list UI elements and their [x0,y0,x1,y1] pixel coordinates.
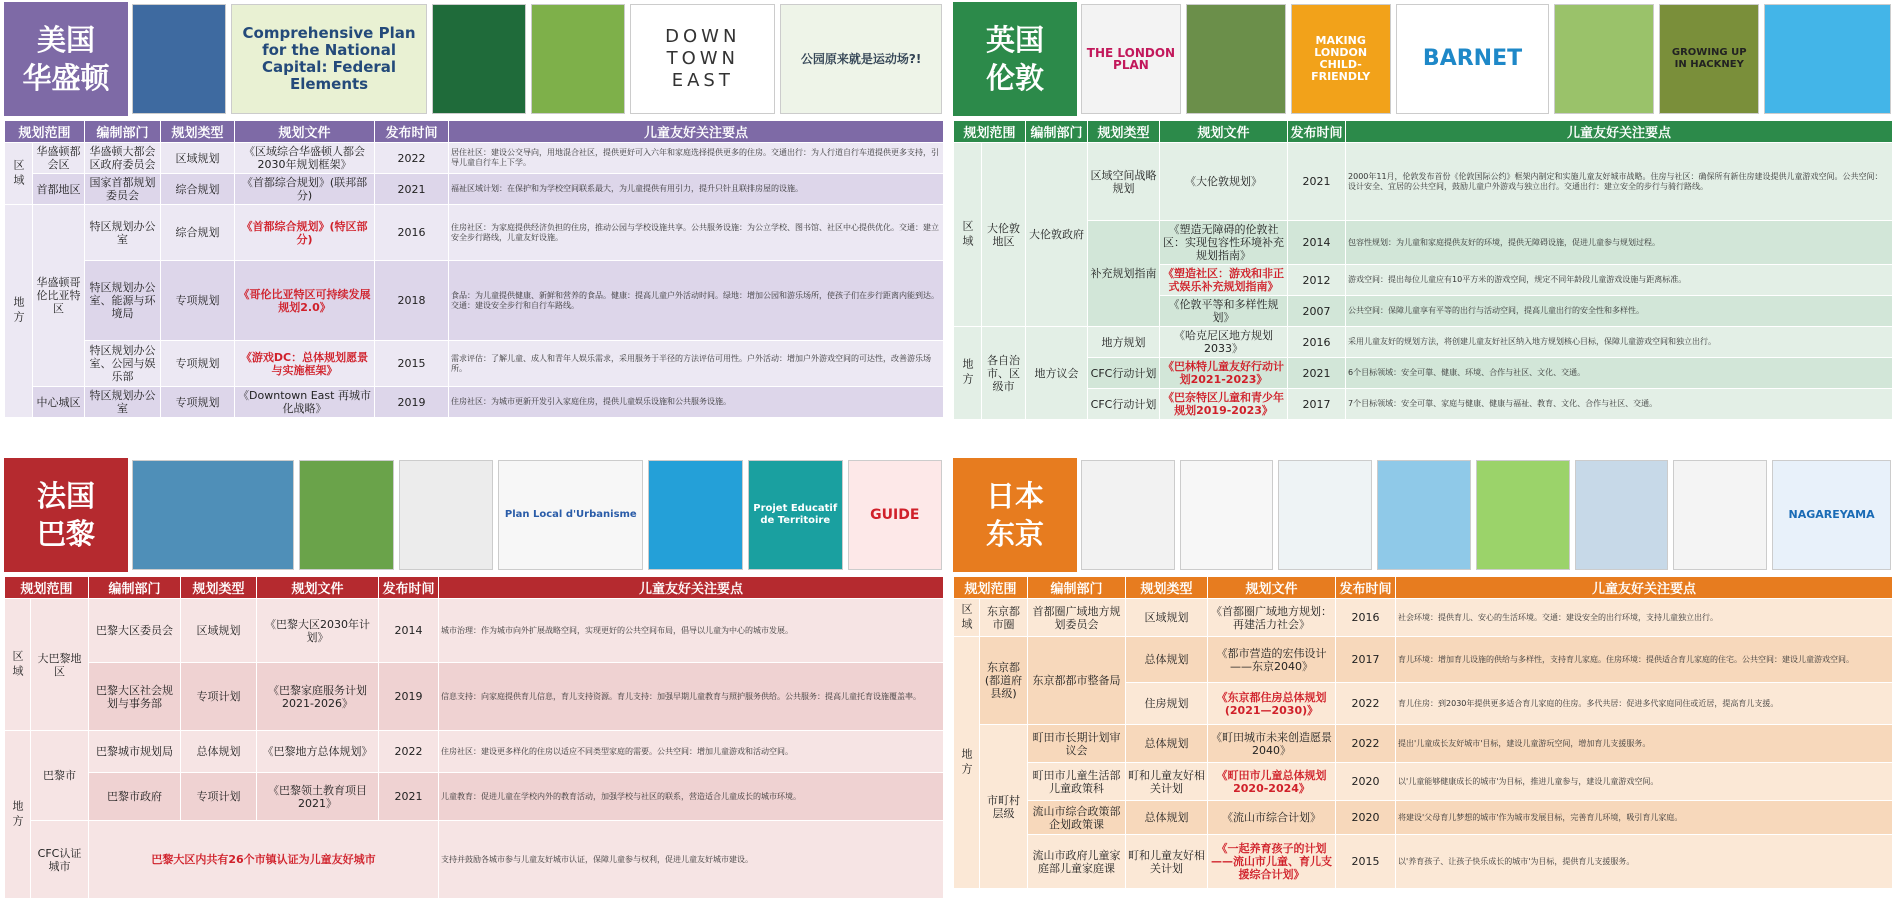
column-header: 规划文件 [1160,121,1288,143]
table-row [954,763,1893,801]
type-cell: 区域规划 [1126,599,1208,637]
type-cell: 综合规划 [161,205,235,261]
type-cell: 总体规划 [1126,637,1208,683]
dept-cell: 国家首都规划委员会 [85,174,161,205]
year-cell: 2020 [1336,801,1396,835]
doc-cell: 《巴林特儿童友好行动计划2021-2023》 [1160,358,1288,389]
focus-cell: 儿童教育：促进儿童在学校内外的教育活动，加强学校与社区的联系，营造适合儿童成长的城市环境。 [439,773,944,821]
focus-cell: 以'养育孩子、让孩子快乐成长的城市'为目标，提供育儿支援服务。 [1396,835,1893,889]
cover-strip [132,4,942,114]
type-cell: 地方规划 [1088,327,1160,358]
cover-image: MAKING LONDON CHILD-FRIENDLY [1291,4,1391,114]
year-cell: 2014 [1288,221,1346,265]
table-row [954,725,1893,763]
type-cell: 专项计划 [181,773,257,821]
year-cell: 2022 [379,731,439,773]
doc-cell: 《伦敦平等和多样性规划》 [1160,296,1288,327]
cover-image: Comprehensive Plan for the National Capital: Federal Elements [231,4,426,114]
type-cell: 专项规划 [161,341,235,387]
scope-level: 区域 [5,143,33,205]
country-label [953,458,1077,572]
plan-table-usa [4,120,944,418]
table-row [954,801,1893,835]
cover-image [132,4,226,114]
doc-cell: 《都市营造的宏伟设计——东京2040》 [1208,637,1336,683]
plan-table-uk [953,120,1893,420]
column-header: 发布时间 [1288,121,1346,143]
type-cell: 总体规划 [181,731,257,773]
table-row [954,637,1893,683]
focus-cell: 需求评估：了解儿童、成人和青年人娱乐需求，采用服务于半径的方法评估可用性。户外活动：增加户外游戏空间的可达性，改善游乐场所。 [449,341,944,387]
focus-cell: 住房社区：为家庭提供经济负担的住房，推动公园与学校设施共享。公共服务设施：为公立学校、图书馆、社区中心提供优化。交通：建立安全步行路线，儿童友好设施。 [449,205,944,261]
scope-cell: CFC认证城市 [31,821,89,899]
dept-cell: 巴黎城市规划局 [89,731,181,773]
doc-cell: 《巴黎领土教育项目2021》 [257,773,379,821]
focus-cell: 住房社区：建设更多样化的住房以适应不同类型家庭的需要。公共空间：增加儿童游戏和活动空间。 [439,731,944,773]
focus-cell: 6个目标领域：安全可靠、健康、环境、合作与社区、文化、交通。 [1346,358,1893,389]
focus-cell: 2000年11月，伦敦发布首份《伦敦国际公约》框架内制定和实施儿童友好城市战略。住房与社区：确保所有新住房建设提供儿童游戏空间。公共空间：设计安全、宜居的公共空间，鼓励儿童户外游戏与独立出行。交通出行：建立安全的步行与骑行路线。 [1346,143,1893,221]
dept-cell: 首都圈广域地方规划委员会 [1028,599,1126,637]
cover-image [1180,460,1274,570]
scope-level: 地方 [5,731,31,899]
cover-image: 公园原来就是运动场?! [780,4,942,114]
type-cell: 总体规划 [1126,725,1208,763]
table-row [5,341,944,387]
year-cell: 2019 [379,663,439,731]
dept-cell: 町田市儿童生活部儿童政策科 [1028,763,1126,801]
focus-cell: 育儿环境：增加育儿设施的供给与多样性，支持育儿家庭。住房环境：提供适合育儿家庭的住宅。公共空间：建设儿童游戏空间。 [1396,637,1893,683]
dept-cell: 特区规划办公室 [85,205,161,261]
doc-cell: 《哈克尼区地方规划2033》 [1160,327,1288,358]
table-row [5,143,944,174]
column-header: 规划类型 [161,121,235,143]
country-label [953,2,1077,116]
year-cell: 2015 [1336,835,1396,889]
column-header: 编制部门 [89,577,181,599]
cover-image: THE LONDON PLAN [1081,4,1181,114]
cover-image: NAGAREYAMA [1772,460,1891,570]
dept-cell: 流山市政府儿童家庭部儿童家庭课 [1028,835,1126,889]
year-cell: 2012 [1288,265,1346,296]
focus-cell: 7个目标领域：安全可靠、家庭与健康、健康与福祉、教育、文化、合作与社区、交通。 [1346,389,1893,420]
scope-cell: 各自治市、区级市 [982,327,1026,420]
doc-cell: 《游戏DC：总体规划愿景与实施框架》 [235,341,375,387]
type-cell: 区域规划 [181,599,257,663]
scope-level: 区域 [954,143,982,327]
dept-cell: 特区规划办公室、能源与环境局 [85,261,161,341]
scope-level: 地方 [954,327,982,420]
cover-strip [1081,4,1891,114]
table-row [5,174,944,205]
year-cell: 2021 [1288,358,1346,389]
column-header: 规划文件 [235,121,375,143]
cover-image: GUIDE [848,460,943,570]
table-row [954,327,1893,358]
cfc-note: 巴黎大区内共有26个市镇认证为儿童友好城市 [89,821,439,899]
doc-cell: 《首都综合规划》(联邦部分) [235,174,375,205]
table-row [5,821,944,899]
doc-cell: 《大伦敦规划》 [1160,143,1288,221]
column-header: 发布时间 [1336,577,1396,599]
header-jp [953,458,1893,572]
type-cell: 区域规划 [161,143,235,174]
scope-cell: 东京都(都道府县级) [980,637,1028,725]
table-row [954,835,1893,889]
scope-level: 地方 [5,205,33,418]
dept-cell: 大伦敦政府 [1026,143,1088,327]
column-header: 规划范围 [954,121,1026,143]
column-header: 儿童友好关注要点 [1396,577,1893,599]
column-header: 规划范围 [5,121,85,143]
doc-cell: 《塑造社区：游戏和非正式娱乐补充规划指南》 [1160,265,1288,296]
scope-level: 地方 [954,637,980,889]
column-header: 规划范围 [954,577,1028,599]
focus-cell: 信息支持：向家庭提供育儿信息，育儿支持资源。育儿支持：加强早期儿童教育与照护服务供给。公共服务：提高儿童托育设施覆盖率。 [439,663,944,731]
scope-cell: 市町村层级 [980,725,1028,889]
doc-cell: 《首都综合规划》(特区部分) [235,205,375,261]
cover-image: Projet Educatif de Territoire [748,460,843,570]
type-cell: 总体规划 [1126,801,1208,835]
focus-cell: 社会环境：提供育儿、安心的生活环境。交通：建设安全的出行环境，支持儿童独立出行。 [1396,599,1893,637]
focus-cell: 育儿住房：到2030年提供更多适合育儿家庭的住房。多代共居：促进多代家庭同住或近居，提高育儿支援。 [1396,683,1893,725]
table-row [5,205,944,261]
dept-cell: 巴黎市政府 [89,773,181,821]
table-row [5,731,944,773]
country-name: 美国 华盛顿 [22,23,110,95]
type-cell: 补充规划指南 [1088,221,1160,327]
cover-image [399,460,494,570]
type-cell: 町和儿童友好相关计划 [1126,763,1208,801]
cover-image [1673,460,1767,570]
dept-cell: 巴黎大区委员会 [89,599,181,663]
table-row [954,389,1893,420]
scope-cell: 华盛顿都会区 [33,143,85,174]
scope-level: 区域 [5,599,31,731]
quadrant-france-paris [4,458,944,903]
focus-cell: 将建设'父母育儿梦想的城市'作为城市发展目标，完善育儿环境，吸引育儿家庭。 [1396,801,1893,835]
country-name: 法国 巴黎 [36,479,95,551]
cover-strip [1081,460,1891,570]
scope-cell: 大巴黎地区 [31,599,89,731]
doc-cell: 《东京都住房总体规划(2021—2030)》 [1208,683,1336,725]
column-header: 发布时间 [379,577,439,599]
doc-cell: 《一起养育孩子的计划——流山市儿童、育儿支援综合计划》 [1208,835,1336,889]
cover-image [1764,4,1891,114]
column-header: 规划文件 [1208,577,1336,599]
column-header: 儿童友好关注要点 [449,121,944,143]
table-row [5,387,944,418]
year-cell: 2014 [379,599,439,663]
year-cell: 2017 [1288,389,1346,420]
scope-cell: 东京都市圈 [980,599,1028,637]
cover-image [648,460,743,570]
year-cell: 2016 [1336,599,1396,637]
cover-image [432,4,526,114]
year-cell: 2022 [1336,725,1396,763]
doc-cell: 《流山市综合计划》 [1208,801,1336,835]
doc-cell: 《首都圈广域地方规划：再建活力社会》 [1208,599,1336,637]
doc-cell: 《巴黎大区2030年计划》 [257,599,379,663]
doc-cell: 《塑造无障碍的伦敦社区：实现包容性环境补充规划指南》 [1160,221,1288,265]
doc-cell: 《巴黎家庭服务计划2021-2026》 [257,663,379,731]
cover-image: GROWING UP IN HACKNEY [1659,4,1759,114]
cover-image [531,4,625,114]
focus-cell: 包容性规划：为儿童和家庭提供友好的环境，提供无障碍设施，促进儿童参与规划过程。 [1346,221,1893,265]
doc-cell: 《巴奈特区儿童和青少年规划2019-2023》 [1160,389,1288,420]
country-name: 英国 伦敦 [985,23,1044,95]
focus-cell: 支持并鼓励各城市参与儿童友好城市认证，保障儿童参与权利，促进儿童友好城市建设。 [439,821,944,899]
type-cell: 町和儿童友好相关计划 [1126,835,1208,889]
dept-cell: 华盛顿大都会区政府委员会 [85,143,161,174]
dept-cell: 特区规划办公室 [85,387,161,418]
column-header: 编制部门 [1026,121,1088,143]
focus-cell: 食品：为儿童提供健康、新鲜和营养的食品。健康：提高儿童户外活动时间。绿地：增加公园和游乐场所，使孩子们在步行距离内能到达。交通：建设安全步行和自行车路线。 [449,261,944,341]
plan-table-jp [953,576,1893,889]
doc-cell: 《哥伦比亚特区可持续发展规划2.0》 [235,261,375,341]
cover-image [1377,460,1471,570]
table-row [954,143,1893,221]
country-label [4,2,128,116]
focus-cell: 提出'儿童成长友好城市'目标，建设儿童游玩空间，增加育儿支援服务。 [1396,725,1893,763]
year-cell: 2022 [1336,683,1396,725]
country-label [4,458,128,572]
type-cell: 综合规划 [161,174,235,205]
plan-table-fr [4,576,944,899]
focus-cell: 游戏空间：提出每位儿童应有10平方米的游戏空间，规定不同年龄段儿童游戏设施与距离标准。 [1346,265,1893,296]
doc-cell: 《町田城市未来创造愿景2040》 [1208,725,1336,763]
year-cell: 2016 [1288,327,1346,358]
focus-cell: 以'儿童能够健康成长的城市'为目标，推进儿童参与，建设儿童游戏空间。 [1396,763,1893,801]
year-cell: 2022 [375,143,449,174]
column-header: 编制部门 [85,121,161,143]
table-row [5,663,944,731]
focus-cell: 福祉区域计划：在保护和为学校空间联系最大，为儿童提供有用引力，提升只针且联排房屋的设施。 [449,174,944,205]
table-row [954,221,1893,265]
scope-level: 区域 [954,599,980,637]
type-cell: 区域空间战略规划 [1088,143,1160,221]
column-header: 编制部门 [1028,577,1126,599]
cover-image [1278,460,1372,570]
doc-cell: 《区域综合华盛顿人都会2030年规划框架》 [235,143,375,174]
cover-image [1554,4,1654,114]
scope-cell: 巴黎市 [31,731,89,821]
column-header: 发布时间 [375,121,449,143]
doc-cell: 《町田市儿童总体规划2020-2024》 [1208,763,1336,801]
dept-cell: 巴黎大区社会规划与事务部 [89,663,181,731]
cover-image [132,460,294,570]
cover-image [1081,460,1175,570]
scope-cell: 华盛顿哥伦比亚特区 [33,205,85,387]
column-header: 儿童友好关注要点 [439,577,944,599]
year-cell: 2020 [1336,763,1396,801]
country-name: 日本 东京 [985,479,1044,551]
column-header: 规划类型 [181,577,257,599]
focus-cell: 城市治理：作为城市向外扩展战略空间，实现更好的公共空间布局，倡导以儿童为中心的城市发展。 [439,599,944,663]
table-row [954,358,1893,389]
focus-cell: 公共空间：保障儿童享有平等的出行与活动空间，提高儿童出行的安全性和多样性。 [1346,296,1893,327]
type-cell: CFC行动计划 [1088,358,1160,389]
dept-cell: 地方议会 [1026,327,1088,420]
scope-cell: 中心城区 [33,387,85,418]
scope-cell: 大伦敦地区 [982,143,1026,327]
cover-image [1476,460,1570,570]
header-fr [4,458,944,572]
focus-cell: 居住社区：建设公交导向，用地混合社区，提供更好可入六年和家庭选择提供更多的住房。交通出行：为人行道自行车道提供更多支持，引导儿童自行车上下学。 [449,143,944,174]
year-cell: 2016 [375,205,449,261]
year-cell: 2007 [1288,296,1346,327]
column-header: 儿童友好关注要点 [1346,121,1893,143]
year-cell: 2019 [375,387,449,418]
year-cell: 2021 [379,773,439,821]
focus-cell: 住房社区：为城市更新开发引入家庭住房，提供儿童娱乐设施和公共服务设施。 [449,387,944,418]
quadrant-japan-tokyo [953,458,1893,903]
header-usa [4,2,944,116]
doc-cell: 《Downtown East 再城市化战略》 [235,387,375,418]
scope-cell: 首都地区 [33,174,85,205]
type-cell: 住房规划 [1126,683,1208,725]
type-cell: 专项计划 [181,663,257,731]
table-row [954,599,1893,637]
column-header: 规划文件 [257,577,379,599]
quadrant-uk-london [953,2,1893,447]
type-cell: 专项规划 [161,387,235,418]
cover-image [1186,4,1286,114]
column-header: 规划类型 [1126,577,1208,599]
cover-image [1575,460,1669,570]
dept-cell: 特区规划办公室、公园与娱乐部 [85,341,161,387]
cover-image [299,460,394,570]
year-cell: 2021 [1288,143,1346,221]
table-row [5,599,944,663]
cover-image: Plan Local d'Urbanisme [498,460,643,570]
header-uk [953,2,1893,116]
column-header: 规划范围 [5,577,89,599]
dept-cell: 流山市综合政策部企划政策课 [1028,801,1126,835]
column-header: 规划类型 [1088,121,1160,143]
type-cell: 专项规划 [161,261,235,341]
doc-cell: 《巴黎地方总体规划》 [257,731,379,773]
year-cell: 2021 [375,174,449,205]
table-row [5,261,944,341]
table-row [5,773,944,821]
focus-cell: 采用儿童友好的规划方法，将创建儿童友好社区纳入地方规划核心目标，保障儿童游戏空间和独立出行。 [1346,327,1893,358]
dept-cell: 町田市长期计划审议会 [1028,725,1126,763]
dept-cell: 东京都都市整备局 [1028,637,1126,725]
quadrant-usa-washington [4,2,944,447]
cover-strip [132,460,942,570]
cover-image: BARNET [1396,4,1550,114]
year-cell: 2015 [375,341,449,387]
type-cell: CFC行动计划 [1088,389,1160,420]
year-cell: 2017 [1336,637,1396,683]
cover-image: DOWN TOWN EAST [630,4,775,114]
year-cell: 2018 [375,261,449,341]
